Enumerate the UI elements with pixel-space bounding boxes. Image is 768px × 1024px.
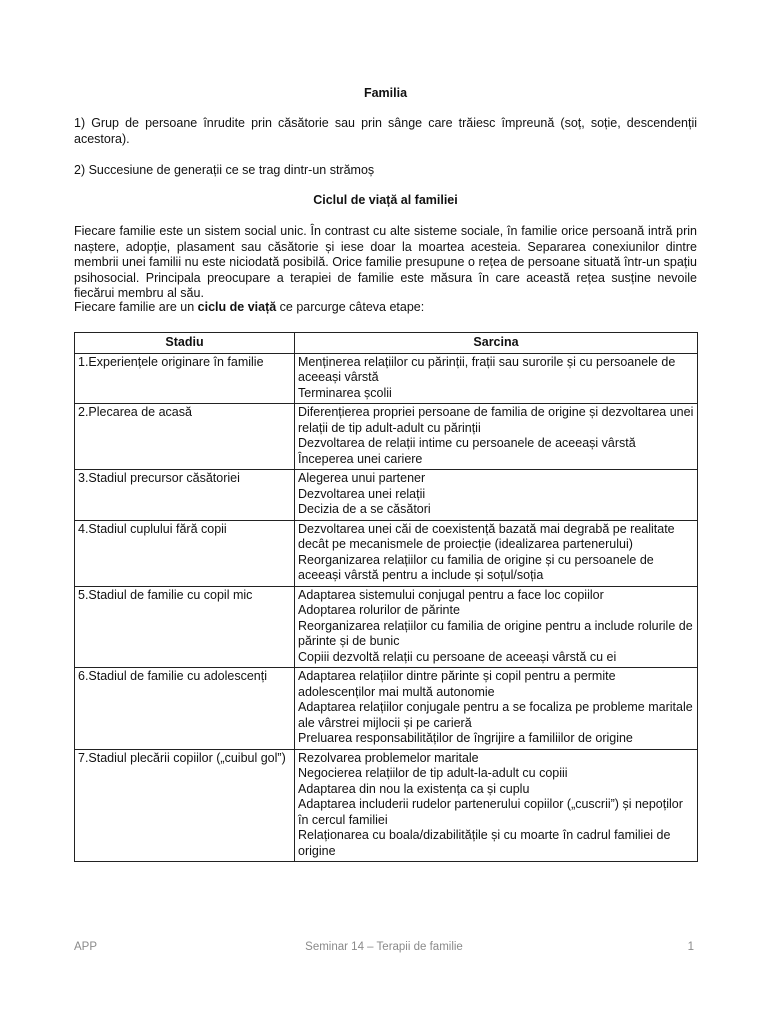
task-item: Reorganizarea relațiilor cu familia de origine pentru a include rolurile de părinte și de bunic [298,618,693,648]
page-footer [74,940,694,956]
intro-lead-bold: ciclu de viață [197,300,277,314]
table-row [75,404,698,470]
task-item: Menținerea relațiilor cu părinții, frații sau surorile și cu persoanele de aceeași vârstă [298,354,676,384]
task-cell [295,749,698,862]
task-item: Reorganizarea relațiilor cu familia de origine și cu persoanele de aceeași vârstă pentru a include și soțul/soția [298,552,654,582]
footer-course-title: Seminar 14 – Terapii de familie [305,941,463,953]
task-cell [295,668,698,750]
table-body [75,353,698,862]
footer-left-label: APP [74,941,98,953]
stage-cell: 4.Stadiul cuplului fără copii [75,520,295,586]
task-item: Dezvoltarea unei căi de coexistență bazată mai degrabă pe realitate decât pe mecanismele de proiecție (idealizarea partenerului) [298,521,675,551]
header-stage: Stadiu [75,333,295,354]
table-row [75,520,698,586]
intro-lead-before: Fiecare familie are un [74,300,198,314]
page-title: Familia [363,86,408,100]
task-item: Alegerea unui partener [298,471,426,485]
stage-cell: 6.Stadiul de familie cu adolescenți [75,668,295,750]
footer-page-number: 1 [687,941,694,953]
task-item: Adaptarea relațiilor dintre părinte și copil pentru a permite adolescenților mai multă autonomie [298,669,616,699]
task-item: Dezvoltarea de relații intime cu persoanele de aceeași vârstă [298,436,636,450]
table-header-row [75,333,698,354]
table-row [75,353,698,404]
task-item: Copiii dezvoltă relații cu persoane de aceeași vârstă cu ei [298,649,617,664]
task-item: Dezvoltarea unei relații [298,486,426,501]
stage-cell: 1.Experiențele originare în familie [75,353,295,404]
life-cycle-table [74,332,698,862]
task-item: Rezolvarea problemelor maritale [298,750,479,765]
task-item: Preluarea responsabilităților de îngrijire a familiilor de origine [298,731,633,745]
definition-1: 1) Grup de persoane înrudite prin căsătorie sau prin sânge care trăiesc împreună (soț, soție, descendenții acestora). [74,116,697,146]
task-item: Negocierea relațiilor de tip adult-la-adult cu copiii [298,766,568,780]
task-item: Diferențierea propriei persoane de familia de origine și dezvoltarea unei relații de tip adult-adult cu părinții [298,405,694,435]
stage-cell: 7.Stadiul plecării copiilor („cuibul gol”) [75,749,295,862]
task-item: Adaptarea sistemului conjugal pentru a face loc copiilor [298,587,604,602]
section-subtitle: Ciclul de viață al familiei [313,193,458,207]
task-item: Adaptarea includerii rudelor partenerului copiilor („cuscrii”) și nepoților în cercul familiei [298,797,683,827]
table-row [75,470,698,521]
task-item: Relaționarea cu boala/dizabilitățile și cu moarte în cadrul familiei de origine [298,828,671,858]
task-cell [295,586,698,668]
table-row [75,749,698,862]
task-item: Terminarea școlii [298,385,392,400]
intro-paragraph: Fiecare familie este un sistem social unic. În contrast cu alte sisteme sociale, în familie orice persoană intră prin naștere, adopție, plasament sau căsătorie și iese doar la moartea acesteia. Separarea conexiunilor dintre membrii unei familii nu este niciodată posibilă. Orice familie presupune o rețea de persoane situată într-un spațiu psihosocial. Principala preocupare a terapiei de familie este măsura în care această rețea susține nevoile fiecărui membru al său. [74,224,697,300]
task-cell [295,404,698,470]
task-cell [295,470,698,521]
task-cell [295,520,698,586]
definition-2: 2) Succesiune de generații ce se trag dintr-un strămoș [74,163,375,177]
table-row [75,668,698,750]
task-item: Adaptarea relațiilor conjugale pentru a se focaliza pe probleme maritale ale vârstrei mijlocii și pe carieră [298,700,693,730]
table-row [75,586,698,668]
task-item: Adaptarea din nou la existența ca și cuplu [298,781,530,796]
task-item: Decizia de a se căsători [298,502,431,516]
task-item: Începerea unei cariere [298,451,423,466]
intro-lead-line [74,300,697,316]
stage-cell: 3.Stadiul precursor căsătoriei [75,470,295,521]
stage-cell: 2.Plecarea de acasă [75,404,295,470]
stage-cell: 5.Stadiul de familie cu copil mic [75,586,295,668]
header-task: Sarcina [295,333,698,354]
task-item: Adoptarea rolurilor de părinte [298,603,460,617]
intro-lead-after: ce parcurge câteva etape: [276,300,425,314]
task-cell [295,353,698,404]
